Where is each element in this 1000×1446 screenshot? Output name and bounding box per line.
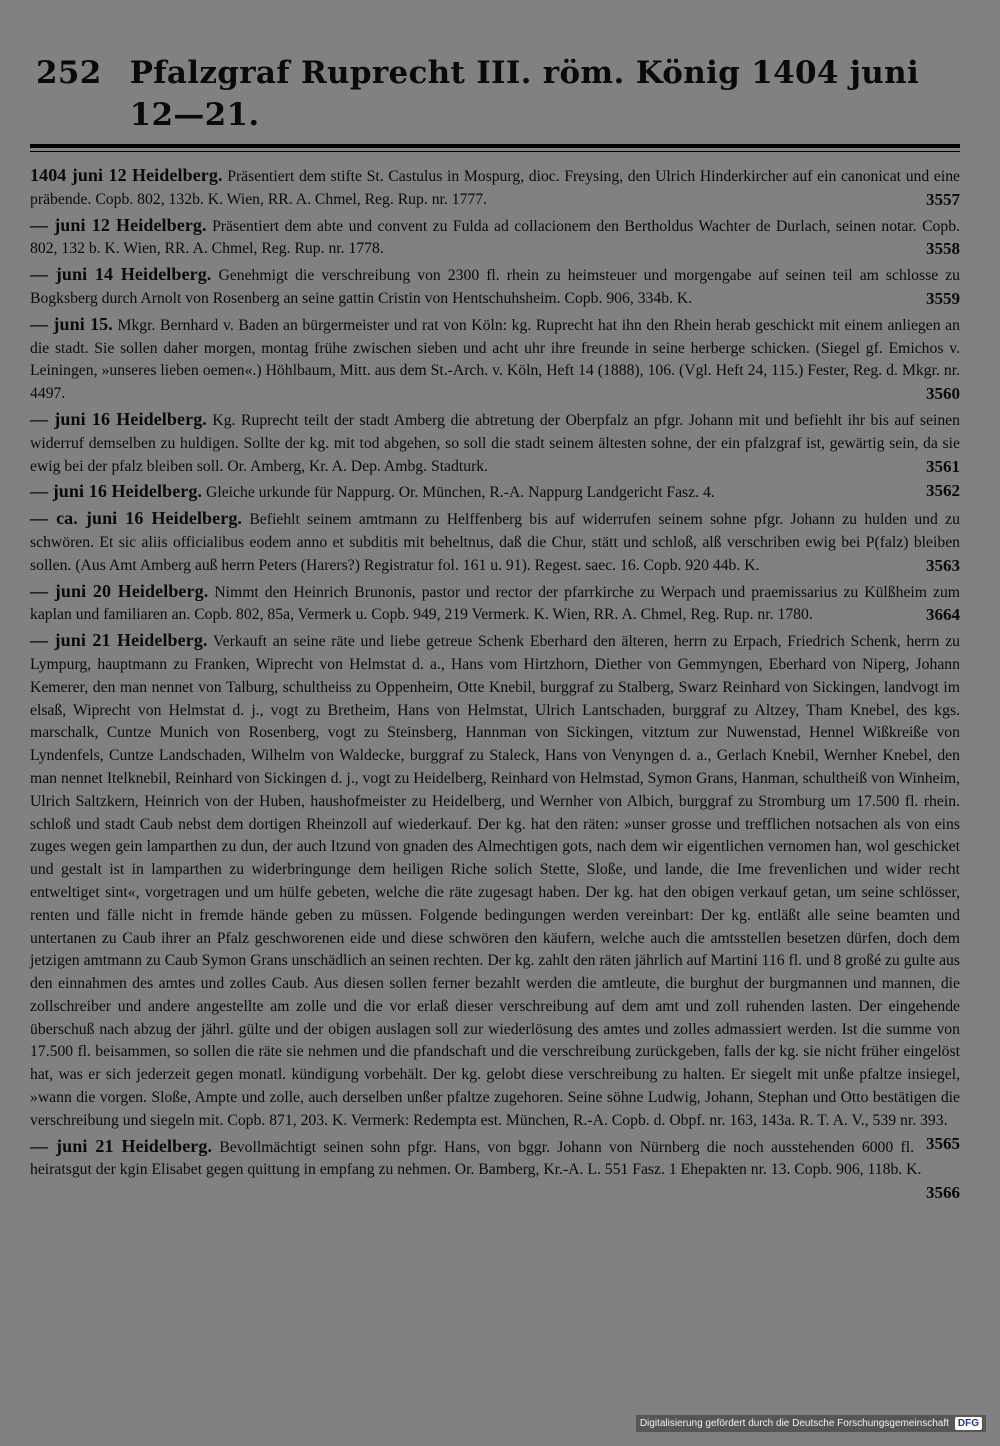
- header-rule: [30, 144, 960, 148]
- entry-text: Präsentiert dem stifte St. Castulus in Mospurg, dioc. Freysing, den Ulrich Hinderkircher auf ein canonicat und eine präbende. Copb. 802, 132b. K. Wien, RR. A. Chmel, Reg. Rup. nr. 1777.: [30, 168, 960, 208]
- regest-entry: [30, 580, 960, 628]
- dfg-logo: DFG: [955, 1417, 982, 1430]
- entry-date: — juni 16 Heidelberg.: [30, 408, 207, 429]
- entry-date: — juni 21 Heidelberg.: [30, 1135, 213, 1156]
- entry-text: Präsentiert dem abte und convent zu Fulda ad collacionem den Bertholdus Wachter de Durlach, seinen notar. Copb. 802, 132 b. K. Wien, RR. A. Chmel, Reg. Rup. nr. 1778.: [30, 217, 960, 258]
- entry-number: 3562: [926, 481, 960, 501]
- entry-number: 3560: [926, 384, 960, 404]
- entry-date: 1404 juni 12 Heidelberg.: [30, 165, 223, 185]
- page-title: Pfalzgraf Ruprecht III. röm. König 1404 juni 12—21.: [129, 55, 920, 133]
- entry-text: Nimmt den Heinrich Brunonis, pastor und rector der pfarrkirche zu Werpach und praemissarius zu Külßheim zum kaplan und familiaren an. Copb. 802, 85a, Vermerk u. Copb. 949, 219 Vermerk. K. Wien, RR. A. Chmel, Reg. Rup. nr. 1780.: [30, 583, 960, 624]
- entry-text: Mkgr. Bernhard v. Baden an bürgermeister und rat von Köln: kg. Ruprecht hat ihn den Rhein herab geschickt mit einem anliegen an die stadt. Sie sollen daher morgen, montag frühe zwischen sieben und acht uhr ihre freunde in seine herberge schicken. (Siegel gf. Emichos v. Leiningen, »unseres lieben oemen«.) Höhlbaum, Mitt. aus dem St.-Arch. v. Köln, Heft 14 (1888), 106. (Vgl. Heft 24, 115.) Fester, Reg. d. Mkgr. nr. 4497.: [30, 316, 960, 403]
- regest-entry: [30, 408, 960, 478]
- entry-text: Befiehlt seinem amtmann zu Helffenberg bis auf widerrufen seinem sohne pfgr. Johann zu hulden und zu schwören. Et sic aliis officialibus eodem anno et subditis mit beheltnus, daß die Chur, stätt und schloß, alß verschriben ewig bei P(falz) bleiben sollen. (Aus Amt Amberg auß herrn Peters (Harers?) Registratur fol. 161 u. 91). Regest. saec. 16. Copb. 920 44b. K.: [30, 511, 960, 574]
- regest-entry: [30, 507, 960, 577]
- regest-entry: [30, 313, 960, 406]
- entry-number: 3557: [926, 189, 960, 209]
- entry-date: — juni 14 Heidelberg.: [30, 264, 212, 285]
- entry-number: 3664: [926, 605, 960, 625]
- entry-number: 3558: [926, 239, 960, 259]
- entry-date: — juni 21 Heidelberg.: [30, 630, 208, 651]
- entry-text: Bevollmächtigt seinen sohn pfgr. Hans, von bggr. Johann von Nürnberg die noch ausstehenden 6000 fl. heiratsgut der kgin Elisabet gegen quittung in empfang zu nehmen. Or. Bamberg, Kr.-A. L. 551 Fasz. 1 Ehepakten nr. 13. Copb. 906, 118b. K.: [30, 1138, 922, 1179]
- entry-date: — juni 16 Heidelberg.: [30, 481, 203, 502]
- page-number: 252: [36, 55, 102, 91]
- entry-date: — ca. juni 16 Heidelberg.: [30, 508, 243, 529]
- entry-text: Verkauft an seine räte und liebe getreue Schenk Eberhard den älteren, herrn zu Erpach, Friedrich Schenk, herrn zu Lympurg, hauptmann zu Franken, Wiprecht von Helmstat d. a., Hans vom Hirtzhorn, Diether von Gemmyngen, Eberhard von Niperg, Johann Kemerer, den man nennet von Talburg, schultheiss zu Oppenheim, Otte Knebil, burggraf zu Stalberg, Swarz Reinhard von Sickingen, landvogt im elsaß, Wiprecht von Helmstat d. j., vogt zu Bretheim, Hans von Helmstat, Ulrich Lantschaden, burggraf zu Altzey, Tham Knebel, des kgs. marschalk, Cuntze Munich von Rosenberg, vogt zu Steinsberg, Hannman von Sickingen, vitztum zur Nuwenstad, Hennel Wißkreiße von Lyndenfels, Cuntze Landschaden, Wilhelm von Waldecke, burggraf zu Staleck, Hans von Venyngen d. a., Gerlach Knebil, Wernher Knebel, den man nennet Itelknebil, Reinhard von Sickingen d. j., vogt zu Heidelberg, Reinhard von Helmstad, Symon Grans, Hanman, schultheiß von Winheim, Ulrich Saltzkern, Heinrich von der Huben, haushofmeister zu Heidelberg, und Wernher von Albich, burggraf zu Stromburg um 17.500 fl. rhein. schloß und stadt Caub nebst dem dortigen Rheinzoll auf wiederkauf. Der kg. hat den räten: »unser grosse und trefflichen notsachen als von eins zuges wegen gein lamparthen zu dun, der auch Itzund von gnaden des Almechtigen gots, nach dem wir eigentlichen vernomen han, wol geschicket und gestalt ist in lamparthen zu widerbringunge dem heiligen Riche solich Stette, Sloße, und lande, die Ime frevenlichen und wider recht entweltiget sint«, vorgetragen und um hülfe gebeten, welche die räte zugesagt haben. Der kg. hat den obigen verkauf getan, um seine schlösser, renten und fälle nicht in fremde hände geben zu müssen. Folgende bedingungen werden vereinbart: Der kg. entläßt alle seine beamten und untertanen zu Caub ihrer an Pfalz geschworenen eide und diese schwören den käufern, welche auch die amtsstellen besetzen dürfen, doch dem jetzigen amtmann zu Caub Symon Grans unschädlich an seinen rechten. Der kg. zahlt den räten jährlich auf Martini 116 fl. und 8 großé zu gulte aus den einnahmen des amtes und zolles Caub. Aus diesen sollen ferner bezahlt werden die amtleute, die burghut der burgmannen und mannen, die zollschreiber und andere angestellte am zolle und die vor erlaß dieser verschreibung auf dem amt und zoll ruhenden lasten. Der eingehende überschuß nach abzug der jährl. gülte und der obigen auslagen soll zur wiederlösung des amtes und zolles admassiert werden. Ist die summe von 17.500 fl. beisammen, so sollen die räte sie nehmen und die pfandschaft und die verschreibung zurückgeben, falls der kg. sie nicht früher eingelöst hat, was er sich jederzeit gegen monatl. kündigung vorbehält. Der kg. gelobt diese verschreibung zu halten. Er siegelt mit unße pfaltze insiegel, »wann die vorgen. Sloße, Ampte und zolle, auch derselben unßer pfaltze zugehoren. Seine söhne Ludwig, Johann, Stephan und Otto bestätigen die verschreibung und siegeln mit. Copb. 871, 203. K. Vermerk: Redempta est. München, R.-A. Copb. d. Obpf. nr. 163, 143a. R. T. A. V., 539 nr. 393.: [30, 633, 961, 1129]
- entry-date: — juni 20 Heidelberg.: [30, 580, 209, 601]
- page: [30, 52, 960, 1205]
- regest-entry: [30, 1135, 960, 1203]
- entry-text: Genehmigt die verschreibung von 2300 fl. rhein zu heimsteuer und morgengabe auf seinen teil am schlosse zu Bogksberg durch Arnolt von Rosenberg an seine gattin Cristin von Hentschuhsheim. Copb. 906, 334b. K.: [30, 267, 960, 307]
- entry-number: 3565: [926, 1133, 960, 1153]
- entry-number: 3561: [926, 456, 960, 476]
- regest-entry: [30, 164, 960, 212]
- entry-date: — juni 15.: [30, 313, 113, 334]
- entry-number: 3559: [926, 288, 960, 308]
- entry-date: — juni 12 Heidelberg.: [30, 214, 207, 235]
- regest-entry: [30, 263, 960, 311]
- entry-text: Kg. Ruprecht teilt der stadt Amberg die abtretung der Oberpfalz an pfgr. Johann mit und befiehlt ihr bis auf seinen widerruf demselben zu huldigen. Sollte der kg. mit tod abgehen, so soll die stadt seinem ältesten sohne, der ein pfalzgraf ist, gewärtig sein, da sie ewig bei der pfalz bleiben soll. Or. Amberg, Kr. A. Dep. Ambg. Stadturk.: [30, 411, 960, 475]
- entry-number: 3563: [926, 555, 960, 575]
- digitization-credit: [636, 1415, 986, 1432]
- page-header: [30, 52, 960, 136]
- entries-list: [30, 164, 961, 1203]
- entry-text: Gleiche urkunde für Nappurg. Or. München, R.-A. Nappurg Landgericht Fasz. 4.: [206, 484, 715, 502]
- regest-entry: [30, 480, 960, 505]
- entry-number: 3566: [926, 1183, 960, 1203]
- credit-text: Digitalisierung gefördert durch die Deutsche Forschungsgemeinschaft: [639, 1418, 949, 1429]
- regest-entry: [30, 214, 960, 262]
- regest-entry: [30, 629, 961, 1153]
